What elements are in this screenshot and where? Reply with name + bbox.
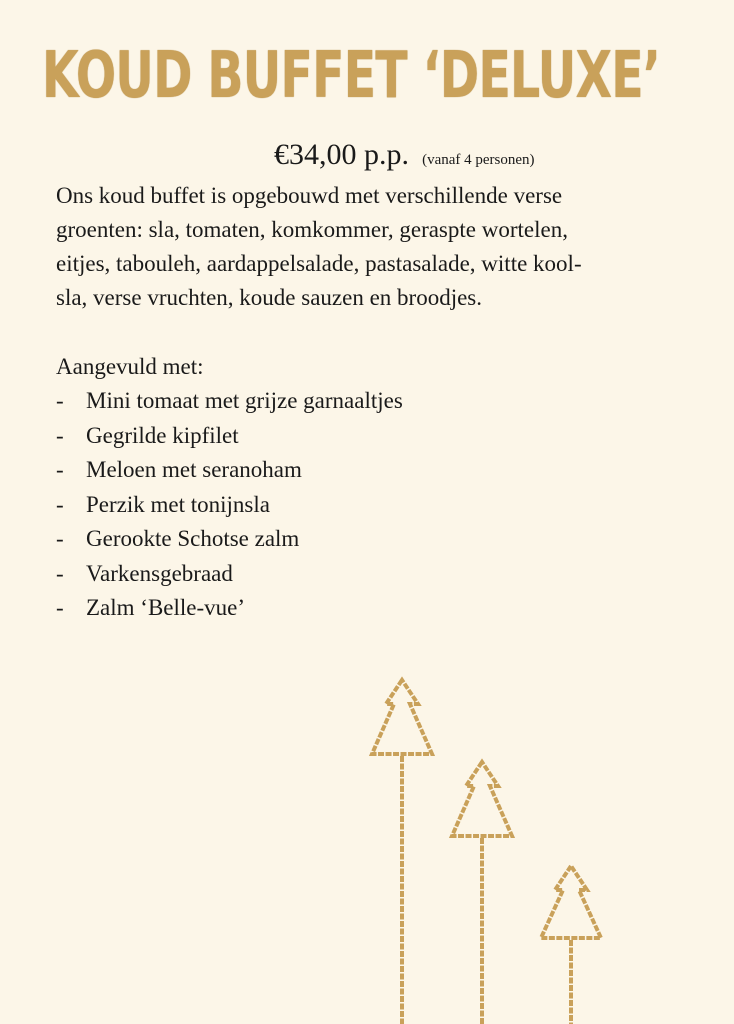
list-item-label: Perzik met tonijnsla — [86, 491, 270, 517]
bullet: - — [56, 560, 64, 586]
christmas-tree-icon — [452, 762, 512, 1024]
intro-line: sla, verse vruchten, koude sauzen en broodjes. — [56, 285, 482, 310]
price: €34,00 p.p. — [274, 138, 409, 171]
christmas-tree-icon — [541, 866, 601, 1024]
bullet: - — [56, 422, 64, 448]
price-note: (vanaf 4 personen) — [422, 152, 535, 168]
list-item-label: Zalm ‘Belle-vue’ — [86, 595, 246, 620]
bullet: - — [56, 595, 64, 620]
list-item-label: Meloen met seranoham — [86, 457, 302, 482]
extras-heading: Aangevuld met: — [56, 354, 204, 379]
bullet: - — [56, 457, 64, 482]
list-item-label: Mini tomaat met grijze garnaaltjes — [86, 388, 403, 413]
bullet: - — [56, 388, 64, 413]
intro-line: groenten: sla, tomaten, komkommer, geraspte wortelen, — [56, 217, 568, 242]
intro-line: eitjes, tabouleh, aardappelsalade, pastasalade, witte kool- — [56, 251, 582, 276]
bullet: - — [56, 526, 64, 551]
list-item-label: Gegrilde kipfilet — [86, 422, 239, 448]
list-item-label: Varkensgebraad — [86, 560, 233, 586]
list-item-label: Gerookte Schotse zalm — [86, 526, 300, 551]
page-title: KOUD BUFFET ‘DELUXE’ — [42, 39, 661, 113]
christmas-tree-icon — [372, 680, 432, 1024]
bullet: - — [56, 491, 64, 517]
intro-line: Ons koud buffet is opgebouwd met verschillende verse — [56, 183, 563, 208]
